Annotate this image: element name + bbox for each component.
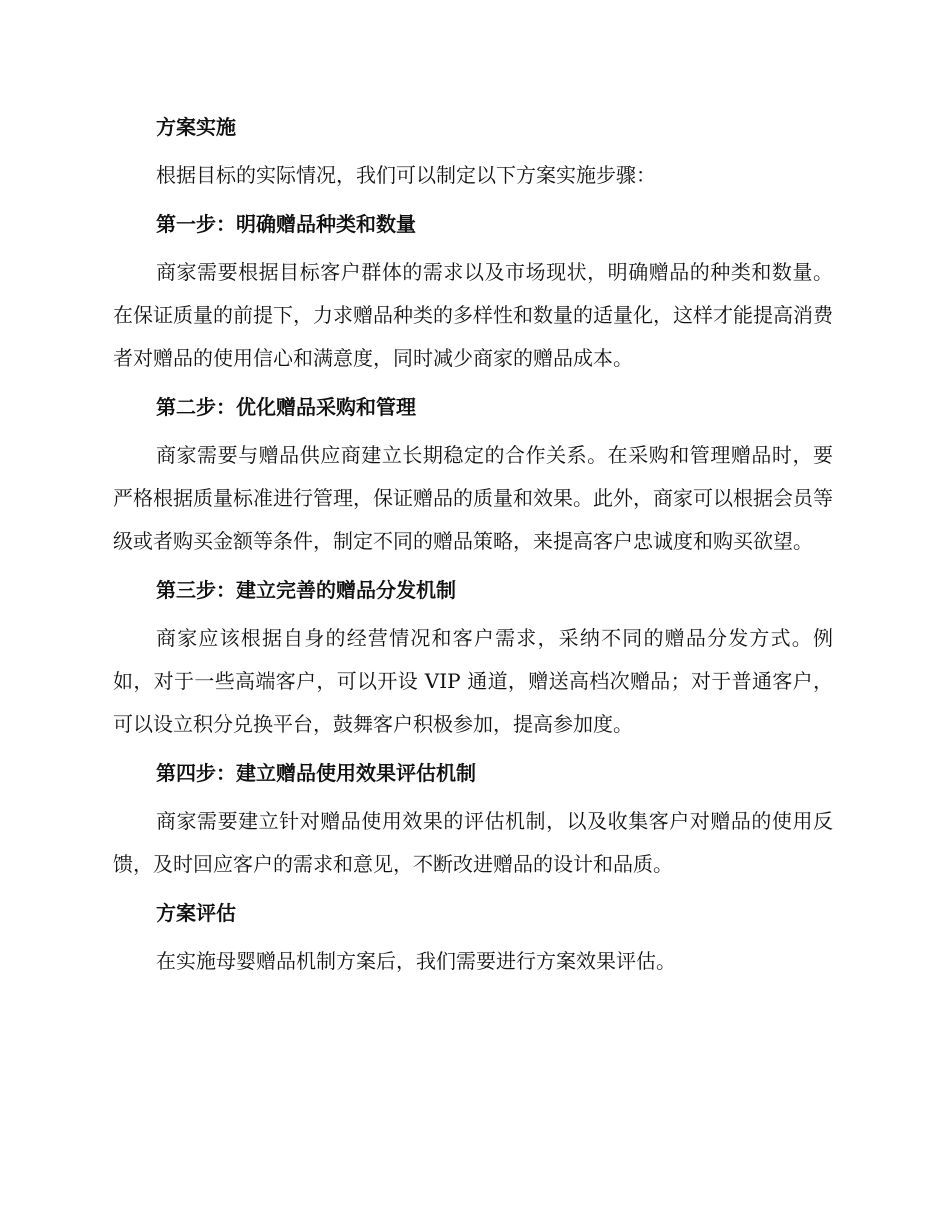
section-heading-implementation: 方案实施: [156, 115, 236, 139]
step-4-paragraph: 商家需要建立针对赠品使用效果的评估机制，以及收集客户对赠品的使用反馈，及时回应客户的需求和意见，不断改进赠品的设计和品质。: [113, 809, 833, 876]
document-page: [113, 110, 833, 993]
step-1-heading: 第一步：明确赠品种类和数量: [156, 212, 416, 236]
step-4-heading: 第四步：建立赠品使用效果评估机制: [156, 761, 476, 785]
section-heading-evaluation: 方案评估: [156, 901, 236, 925]
paragraph-evaluation: 在实施母婴赠品机制方案后，我们需要进行方案效果评估。: [156, 949, 676, 973]
step-2-paragraph: 商家需要与赠品供应商建立长期稳定的合作关系。在采购和管理赠品时，要严格根据质量标准进行管理，保证赠品的质量和效果。此外，商家可以根据会员等级或者购买金额等条件，制定不同的赠品策略，来提高客户忠诚度和购买欲望。: [113, 443, 833, 553]
step-3-heading: 第三步：建立完善的赠品分发机制: [156, 578, 456, 602]
step-1-paragraph: 商家需要根据目标客户群体的需求以及市场现状，明确赠品的种类和数量。在保证质量的前提下，力求赠品种类的多样性和数量的适量化，这样才能提高消费者对赠品的使用信心和满意度，同时减少商家的赠品成本。: [113, 260, 833, 370]
step-2-heading: 第二步：优化赠品采购和管理: [156, 395, 416, 419]
step-3-paragraph: 商家应该根据自身的经营情况和客户需求，采纳不同的赠品分发方式。例如，对于一些高端客户，可以开设 VIP 通道，赠送高档次赠品；对于普通客户，可以设立积分兑换平台，鼓舞客户积极参加，提高参加度。: [113, 626, 833, 736]
paragraph-intro: 根据目标的实际情况，我们可以制定以下方案实施步骤：: [156, 163, 656, 187]
